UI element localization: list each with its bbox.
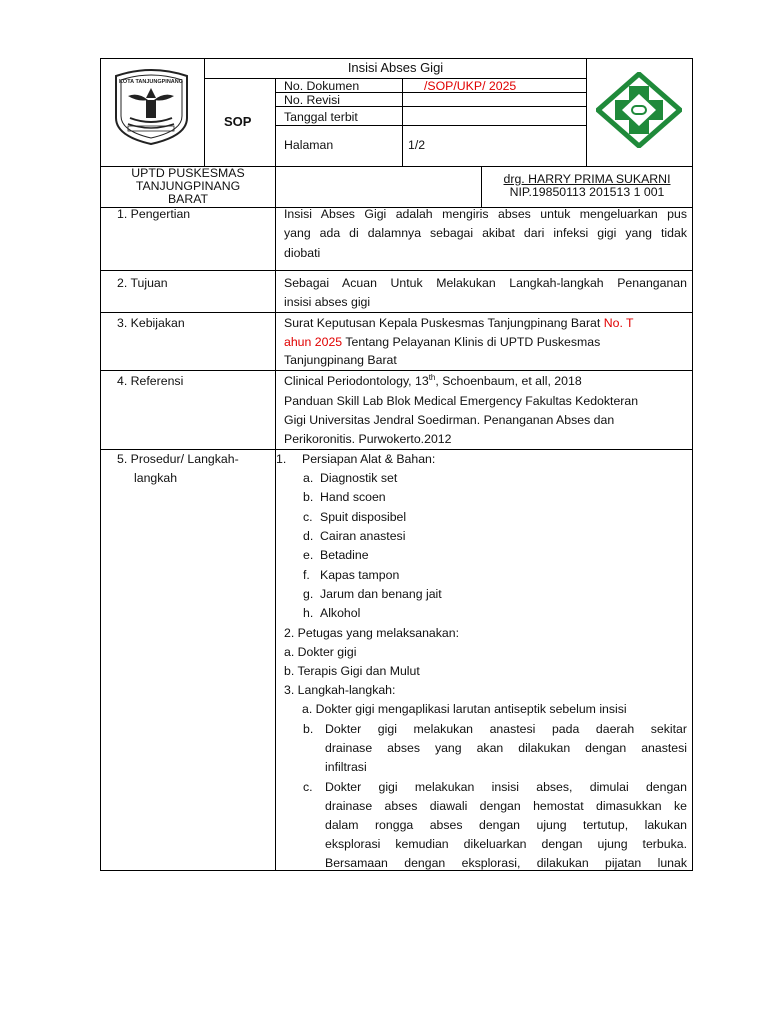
step2-title: 2. Petugas yang melaksanakan: — [284, 626, 460, 640]
petugas-item-1: a. Dokter gigi — [284, 645, 357, 659]
kebijakan-line-2-text: Tentang Pelayanan Klinis di UPTD Puskesmas — [342, 335, 601, 349]
pengertian-line-2: yang ada di dalamnya sebagai akibat dari infeksi gigi yang tidak — [284, 226, 687, 240]
terbit-label: Tanggal terbit — [284, 110, 358, 124]
sop-label: SOP — [224, 114, 252, 129]
alat-item-marker: b. — [303, 490, 314, 505]
tujuan-line-1: Sebagai Acuan Untuk Melakukan Langkah-langkah Penanganan — [284, 276, 687, 290]
referensi-line-3: Gigi Universitas Jendral Soedirman. Penanganan Abses dan — [284, 413, 615, 427]
alat-item-marker: a. — [303, 471, 314, 485]
langkah-b-marker: b. — [303, 722, 314, 736]
row-line-title — [204, 78, 587, 79]
alat-item: Diagnostik set — [320, 471, 398, 485]
row-line-pengertian — [100, 270, 693, 271]
langkah-a: a. Dokter gigi mengaplikasi larutan antiseptik sebelum insisi — [302, 702, 627, 716]
unit-name-line2: TANJUNGPINANG — [135, 179, 241, 193]
body-mid — [275, 207, 276, 871]
kebijakan-line-3: Tanjungpinang Barat — [284, 353, 397, 367]
alat-item-marker: h. — [303, 606, 314, 621]
langkah-b-line-2: drainase abses yang akan dilakukan dengan anastesi — [325, 741, 687, 755]
langkah-b-line-3: infiltrasi — [325, 760, 367, 774]
referensi-superscript: th — [428, 373, 436, 382]
unit-divider — [275, 166, 276, 208]
referensi-line-1-a: Clinical Periodontology, 13 — [284, 374, 429, 388]
emblem-text: KOTA TANJUNGPINANG — [118, 79, 184, 85]
row-line-tujuan — [100, 312, 693, 313]
header-border-top — [100, 58, 693, 59]
langkah-c-line-4: eksplorasi kemudian dikeluarkan dengan ujung terbuka. — [325, 837, 687, 851]
langkah-c-line-1: Dokter gigi melakukan insisi abses, dimulai dengan — [325, 780, 687, 794]
alat-item-marker: c. — [303, 509, 313, 524]
alat-item: Alkohol — [320, 606, 361, 621]
header-divider-rightlogo — [586, 58, 587, 166]
petugas-item-2: b. Terapis Gigi dan Mulut — [284, 664, 420, 678]
signer-name: drg. HARRY PRIMA SUKARNI — [503, 172, 671, 186]
dokumen-value: /SOP/UKP/ 2025 — [424, 79, 517, 93]
kebijakan-line-2 — [284, 335, 600, 349]
header-border-left — [100, 58, 101, 166]
pengertian-line-1: Insisi Abses Gigi adalah mengiris abses untuk mengeluarkan pus — [284, 207, 687, 221]
body-bottom — [100, 870, 693, 871]
unit-name-line1: UPTD PUSKESMAS — [131, 166, 245, 180]
puskesmas-logo — [596, 72, 682, 148]
langkah-c-line-5: Bersamaan dengan eksplorasi, dilakukan pijatan lunak — [325, 856, 687, 870]
header-border-right — [692, 58, 693, 208]
alat-item: Jarum dan benang jait — [320, 586, 442, 601]
kebijakan-line-1 — [284, 316, 634, 330]
document-title: Insisi Abses Gigi — [347, 60, 444, 75]
section-label-tujuan: 2. Tujuan — [117, 276, 168, 290]
unit-name-line3: BARAT — [167, 192, 209, 206]
body-left — [100, 207, 101, 871]
alat-item: Spuit disposibel — [320, 509, 407, 524]
step3-title: 3. Langkah-langkah: — [284, 683, 396, 697]
section-label-kebijakan: 3. Kebijakan — [117, 316, 185, 330]
row-line-terbit — [275, 125, 587, 126]
halaman-label: Halaman — [284, 138, 334, 152]
section-label-referensi: 4. Referensi — [117, 374, 184, 388]
alat-item: Betadine — [320, 548, 369, 563]
section-label-prosedur: 5. Prosedur/ Langkah- — [117, 452, 239, 466]
referensi-line-4: Perikoronitis. Purwokerto.2012 — [284, 432, 452, 446]
langkah-c-line-3: dalam rongga abses dengan ujung tertutup, lakukan — [325, 818, 687, 832]
langkah-b-line-1: Dokter gigi melakukan anastesi pada daerah sekitar — [325, 722, 687, 736]
halaman-value: 1/2 — [408, 138, 426, 152]
kebijakan-number-part2: ahun 2025 — [284, 335, 343, 349]
alat-item-marker: e. — [303, 548, 314, 563]
langkah-c-line-2: drainase abses diawali dengan hemostat dimasukkan ke — [325, 799, 687, 813]
tujuan-line-2: insisi abses gigi — [284, 295, 371, 309]
section-label-pengertian: 1. Pengertian — [117, 207, 191, 221]
alat-item: Hand scoen — [320, 490, 386, 505]
referensi-line-1 — [284, 374, 582, 388]
section-label-prosedur-2: langkah — [134, 471, 178, 485]
dokumen-label: No. Dokumen — [284, 79, 360, 93]
kebijakan-number-part1: No. T — [603, 316, 634, 330]
referensi-line-2: Panduan Skill Lab Blok Medical Emergency Fakultas Kedokteran — [284, 394, 639, 408]
kebijakan-line-1-text: Surat Keputusan Kepala Puskesmas Tanjungpinang Barat — [284, 316, 604, 330]
referensi-line-1-b: , Schoenbaum, et all, 2018 — [435, 374, 582, 388]
body-right — [692, 207, 693, 871]
step1-number: 1. — [276, 452, 287, 466]
signer-nip: NIP.19850113 201513 1 001 — [509, 185, 665, 199]
alat-item: Kapas tampon — [320, 567, 400, 582]
revisi-label: No. Revisi — [284, 93, 341, 107]
alat-item-marker: g. — [303, 586, 314, 601]
alat-item: Cairan anastesi — [320, 528, 406, 543]
row-line-referensi — [100, 449, 693, 450]
step1-title: Persiapan Alat & Bahan: — [302, 452, 436, 466]
row-line-kebijakan — [100, 370, 693, 371]
langkah-c-marker: c. — [303, 780, 313, 794]
alat-item-marker: f. — [303, 567, 310, 582]
city-emblem-logo — [104, 66, 199, 146]
pengertian-line-3: diobati — [284, 246, 321, 260]
alat-item-marker: d. — [303, 528, 314, 543]
